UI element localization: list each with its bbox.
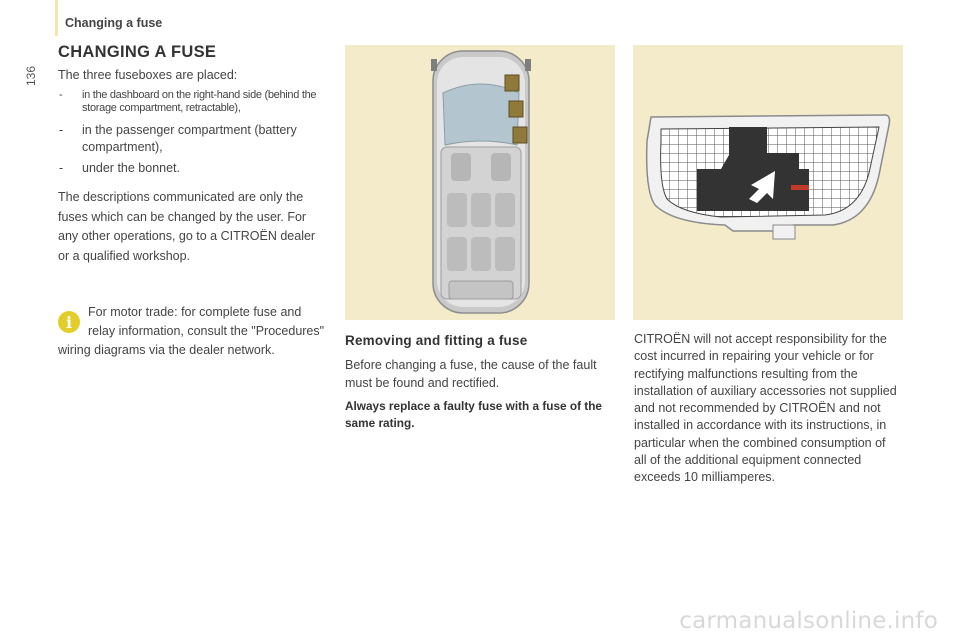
location-item: - in the dashboard on the right-hand side (behind the storage compartment, retractable), (58, 89, 326, 115)
warning-text: Always replace a faulty fuse with a fuse of the same rating. (345, 399, 602, 430)
page-title: CHANGING A FUSE (58, 43, 217, 61)
fusebox-locations (58, 67, 326, 266)
intro-text: The three fuseboxes are placed: (58, 68, 238, 82)
location-list (58, 89, 326, 178)
section-title: Changing a fuse (65, 16, 163, 30)
section-title-remove-fit: Removing and fitting a fuse (345, 333, 528, 348)
page-number: 136 (24, 65, 38, 86)
fusebox-illustration (633, 45, 903, 320)
location-item: - in the passenger compartment (battery compartment), (58, 122, 326, 157)
info-note (58, 303, 326, 360)
info-icon: i (58, 311, 80, 333)
remove-fit-text: Before changing a fuse, the cause of the fault must be found and rectified. (345, 358, 597, 390)
responsibility-text: CITROËN will not accept responsibility for the cost incurred in repairing your vehicle or for rectifying malfunctions resulting from the installation of auxiliary accessories not supplied and not recommended by CITROËN and not installed in accordance with its instructions, in particular when the combined consumption of all of the additional equipment connected exceeds 10 milliamperes. (634, 332, 897, 485)
location-item: - under the bonnet. (58, 160, 326, 178)
responsibility-section (634, 331, 898, 487)
info-note-text: For motor trade: for complete fuse and relay information, consult the "Procedures" wiring diagrams via the dealer network. (58, 305, 325, 357)
vehicle-diagram (345, 45, 615, 320)
remove-fit-section (345, 357, 607, 438)
page-number-wrap (24, 56, 40, 96)
header-accent-bar (55, 0, 58, 36)
fusebox-diagram (633, 45, 903, 320)
vehicle-top-view-illustration (345, 45, 615, 320)
description-text: The descriptions communicated are only the fuses which can be changed by the user. For any other operations, go to a CITROËN dealer or a qualified workshop. (58, 190, 316, 263)
watermark: carmanualsonline.info (679, 608, 938, 634)
